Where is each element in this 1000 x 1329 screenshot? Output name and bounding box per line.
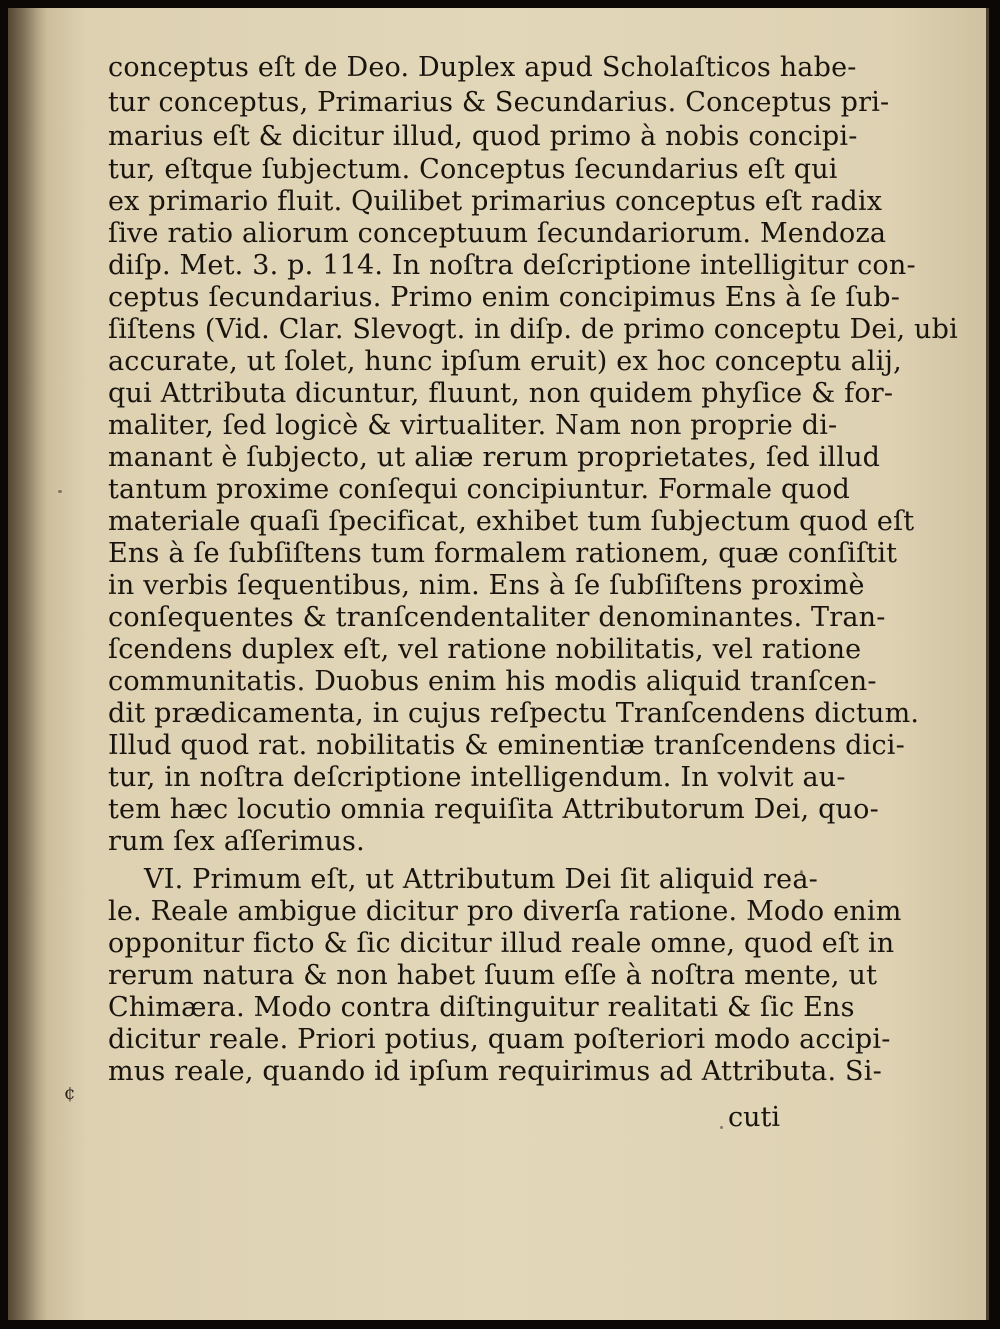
text-line: tem hæc locutio omnia requiſita Attributorum Dei, quo-	[108, 794, 879, 825]
text-line: Ens à ſe ſubſiſtens tum formalem rationem, quæ conſiſtit	[108, 538, 898, 569]
text-line: ſcendens duplex eſt, vel ratione nobilitatis, vel ratione	[108, 634, 862, 665]
text-line: tur conceptus, Primarius & Secundarius. Conceptus pri-	[108, 87, 890, 118]
text-line: ſiſtens (Vid. Clar. Slevogt. in diſp. de primo conceptu Dei, ubi	[108, 314, 958, 345]
text-line: accurate, ut ſolet, hunc ipſum eruit) ex hoc conceptu alij,	[108, 346, 902, 377]
text-line: rerum natura & non habet ſuum eſſe à noſtra mente, ut	[108, 960, 878, 991]
text-line: ceptus ſecundarius. Primo enim concipimus Ens à ſe ſub-	[108, 282, 901, 313]
text-line: ex primario fluit. Quilibet primarius conceptus eſt radix	[108, 186, 883, 217]
text-line: in verbis ſequentibus, nim. Ens à ſe ſubſiſtens proximè	[108, 570, 865, 601]
text-line: tur, in noſtra deſcriptione intelligendum. In volvit au-	[108, 762, 846, 793]
text-line: Chimæra. Modo contra diſtinguitur realitati & ſic Ens	[108, 992, 855, 1023]
text-line: mus reale, quando id ipſum requirimus ad Attributa. Si-	[108, 1056, 882, 1087]
text-line: Illud quod rat. nobilitatis & eminentiæ tranſcendens dici-	[108, 730, 905, 761]
text-line: manant è ſubjecto, ut aliæ rerum proprietates, ſed illud	[108, 442, 881, 473]
text-line: le. Reale ambigue dicitur pro diverſa ratione. Modo enim	[108, 896, 902, 927]
text-line: opponitur ficto & ſic dicitur illud reale omne, quod eſt in	[108, 928, 895, 959]
text-line: conceptus eſt de Deo. Duplex apud Scholaſticos habe-	[108, 52, 857, 83]
text-line: diſp. Met. 3. p. 114. In noſtra deſcriptione intelligitur con-	[108, 250, 916, 281]
text-line: tantum proxime conſequi concipiuntur. Formale quod	[108, 474, 850, 505]
text-line: conſequentes & tranſcendentaliter denominantes. Tran-	[108, 602, 886, 633]
text-line: rum ſex aſſerimus.	[108, 826, 365, 857]
text-line: ſive ratio aliorum conceptuum ſecundariorum. Mendoza	[108, 218, 887, 249]
text-line: marius eſt & dicitur illud, quod primo à nobis concipi-	[108, 121, 858, 152]
text-line: dicitur reale. Priori potius, quam poſteriori modo accipi-	[108, 1024, 891, 1055]
text-line: dit prædicamenta, in cujus reſpectu Tranſcendens dictum.	[108, 698, 920, 729]
text-line: tur, eſtque ſubjectum. Conceptus ſecundarius eſt qui	[108, 154, 838, 185]
catchword: cuti	[728, 1102, 780, 1133]
text-line: qui Attributa dicuntur, fluunt, non quidem phyſice & for-	[108, 378, 894, 409]
text-line: materiale quaſi ſpecificat, exhibet tum ſubjectum quod eſt	[108, 506, 915, 537]
text-line: VI. Primum eſt, ut Attributum Dei ſit aliquid rea-	[144, 864, 818, 895]
text-line: communitatis. Duobus enim his modis aliquid tranſcen-	[108, 666, 877, 697]
signature-mark: ¢	[64, 1083, 76, 1104]
text-line: maliter, ſed logicè & virtualiter. Nam non proprie di-	[108, 410, 838, 441]
paper-fleck	[58, 490, 62, 493]
page-gutter-shadow	[8, 8, 48, 1320]
